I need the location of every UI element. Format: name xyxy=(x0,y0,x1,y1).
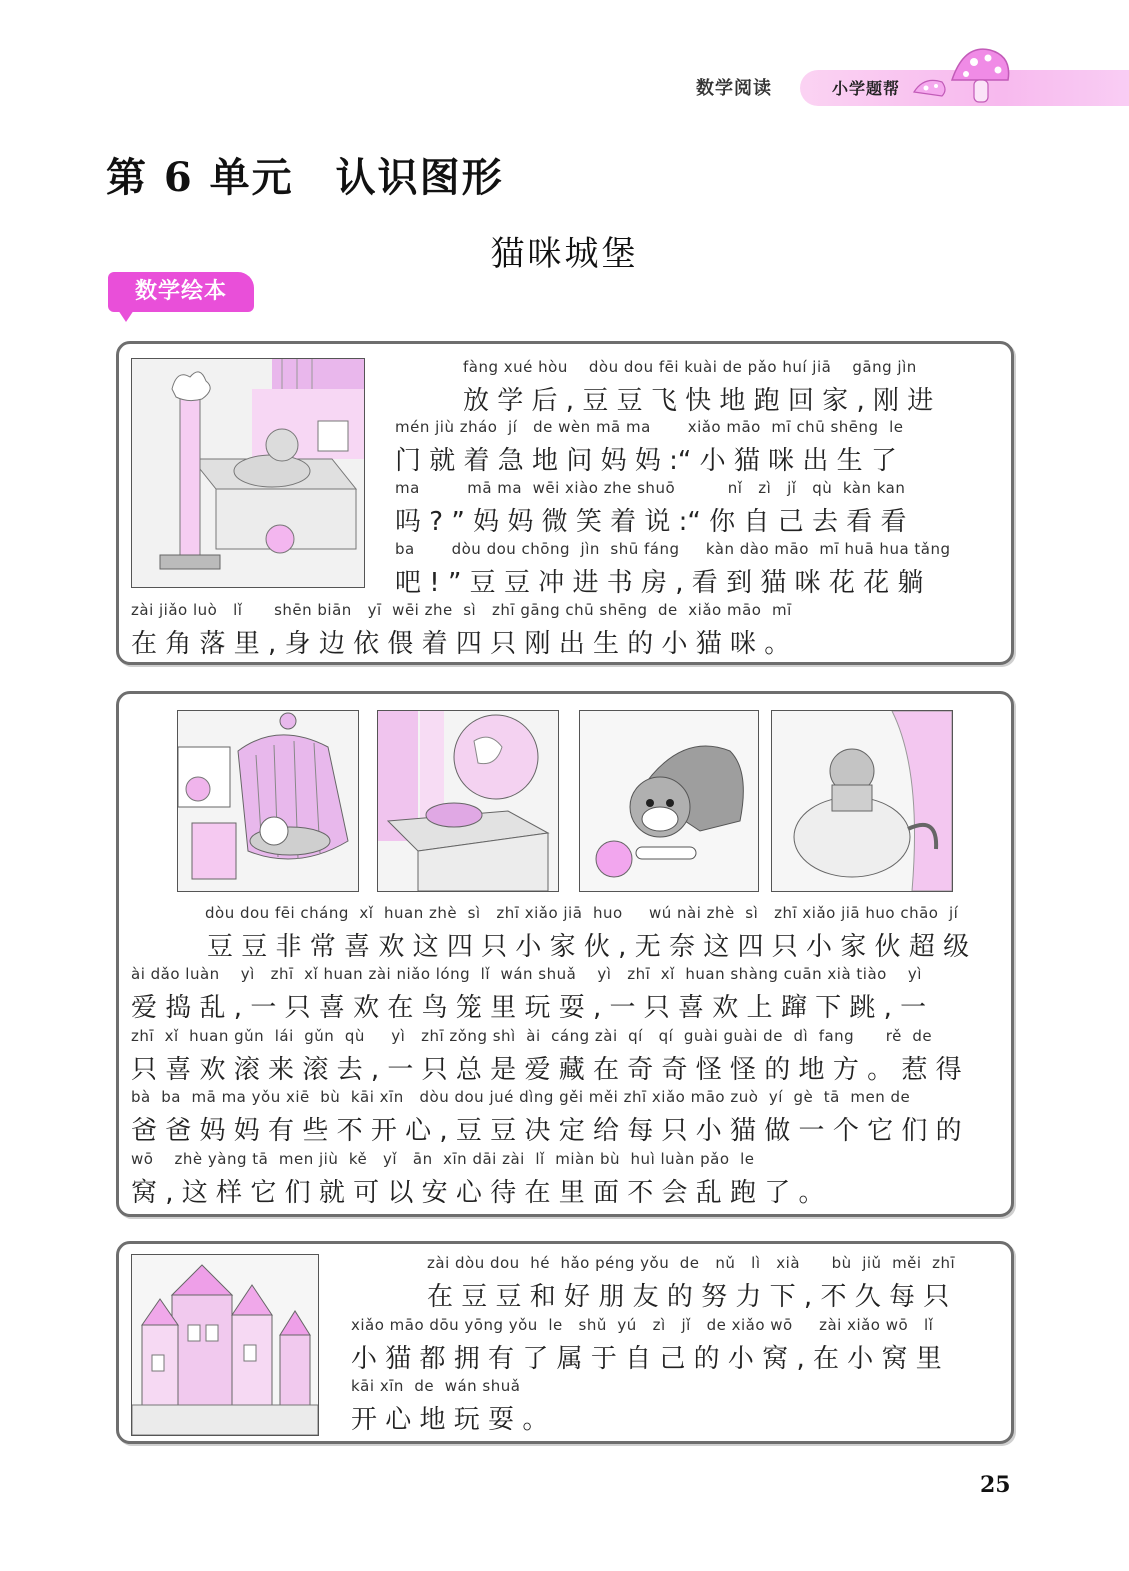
panel1-text-2: 门 就 着 急 地 问 妈 妈 :“ 小 猫 咪 出 生 了 xyxy=(395,446,897,476)
story-panel-3 xyxy=(116,1241,1014,1444)
panel3-text-2: 小 猫 都 拥 有 了 属 于 自 己 的 小 窝 , 在 小 窝 里 xyxy=(351,1344,942,1374)
panel1-pinyin-4: ba dòu dou chōng jìn shū fáng kàn dào māo mī huā hua tǎng xyxy=(395,540,951,558)
panel3-pinyin-3: kāi xīn de wán shuǎ xyxy=(351,1377,521,1395)
panel2-pinyin-4: bà ba mā ma yǒu xiē bù kāi xīn dòu dou jué dìng gěi měi zhī xiǎo māo zuò yí gè tā men de xyxy=(131,1088,911,1106)
page-number: 25 xyxy=(980,1472,1011,1498)
story-panel-1 xyxy=(116,341,1014,665)
teapot-kitten-illustration xyxy=(771,710,953,892)
mushroom-icon xyxy=(912,40,1012,106)
panel1-pinyin-1: fàng xué hòu dòu dou fēi kuài de pǎo huí jiā gāng jìn xyxy=(463,358,917,376)
panel2-text-3: 只 喜 欢 滚 来 滚 去 , 一 只 总 是 爱 藏 在 奇 奇 怪 怪 的 地 方 。 惹 得 xyxy=(131,1055,962,1085)
panel3-text-3: 开 心 地 玩 耍 。 xyxy=(351,1405,549,1435)
ball-cat-illustration xyxy=(579,710,759,892)
panel1-text-3: 吗 ? ” 妈 妈 微 笑 着 说 :“ 你 自 己 去 看 看 xyxy=(395,507,907,537)
panel1-text-5: 在 角 落 里 , 身 边 依 偎 着 四 只 刚 出 生 的 小 猫 咪 。 xyxy=(131,629,791,659)
series-name: 数学阅读 xyxy=(696,78,772,99)
panel2-pinyin-5: wō zhè yàng tā men jiù kě yǐ ān xīn dāi zài lǐ miàn bù huì luàn pǎo le xyxy=(131,1150,755,1168)
panel2-text-4: 爸 爸 妈 妈 有 些 不 开 心 , 豆 豆 决 定 给 每 只 小 猫 做 一 个 它 们 的 xyxy=(131,1116,962,1146)
panel3-pinyin-1: zài dòu dou hé hǎo péng yǒu de nǔ lì xià bù jiǔ měi zhī xyxy=(427,1254,956,1272)
panel2-text-1: 豆 豆 非 常 喜 欢 这 四 只 小 家 伙 , 无 奈 这 四 只 小 家 伙 超 级 xyxy=(207,932,970,962)
story-title: 猫咪城堡 xyxy=(490,234,639,274)
panel2-text-2: 爱 捣 乱 , 一 只 喜 欢 在 鸟 笼 里 玩 耍 , 一 只 喜 欢 上 蹿 下 跳 , 一 xyxy=(131,993,927,1023)
cat-castle-illustration xyxy=(131,1254,319,1436)
panel1-pinyin-2: mén jiù zháo jí de wèn mā ma xiǎo māo mī chū shēng le xyxy=(395,418,904,436)
section-tag: 数学绘本 xyxy=(108,272,254,312)
birdcage-kitten-illustration xyxy=(177,710,359,892)
story-panel-2 xyxy=(116,691,1014,1217)
section-tag-tail xyxy=(118,310,134,322)
cat-tree-and-box-illustration xyxy=(131,358,365,588)
panel1-text-1: 放 学 后 , 豆 豆 飞 快 地 跑 回 家 , 刚 进 xyxy=(463,386,934,416)
panel1-pinyin-3: ma mā ma wēi xiào zhe shuō nǐ zì jǐ qù kàn kan xyxy=(395,479,906,497)
globe-kitten-illustration xyxy=(377,710,559,892)
brand-name: 小学题帮 xyxy=(832,79,901,98)
panel2-text-5: 窝 , 这 样 它 们 就 可 以 安 心 待 在 里 面 不 会 乱 跑 了 。 xyxy=(131,1178,825,1208)
panel1-pinyin-5: zài jiǎo luò lǐ shēn biān yī wēi zhe sì zhī gāng chū shēng de xiǎo māo mī xyxy=(131,601,792,619)
panel2-pinyin-1: dòu dou fēi cháng xǐ huan zhè sì zhī xiǎo jiā huo wú nài zhè sì zhī xiǎo jiā huo chāo jí xyxy=(205,904,959,922)
panel2-pinyin-3: zhī xǐ huan gǔn lái gǔn qù yì zhī zǒng shì ài cáng zài qí qí guài guài de dì fang rě de xyxy=(131,1027,933,1045)
panel3-pinyin-2: xiǎo māo dōu yōng yǒu le shǔ yú zì jǐ de xiǎo wō zài xiǎo wō lǐ xyxy=(351,1316,934,1334)
panel3-text-1: 在 豆 豆 和 好 朋 友 的 努 力 下 , 不 久 每 只 xyxy=(427,1282,950,1312)
panel1-text-4: 吧 ! ” 豆 豆 冲 进 书 房 , 看 到 猫 咪 花 花 躺 xyxy=(395,568,924,598)
unit-title: 第 6 单元 认识图形 xyxy=(106,154,504,201)
panel2-pinyin-2: ài dǎo luàn yì zhī xǐ huan zài niǎo lóng lǐ wán shuǎ yì zhī xǐ huan shàng cuān xià tiào yì xyxy=(131,965,922,983)
